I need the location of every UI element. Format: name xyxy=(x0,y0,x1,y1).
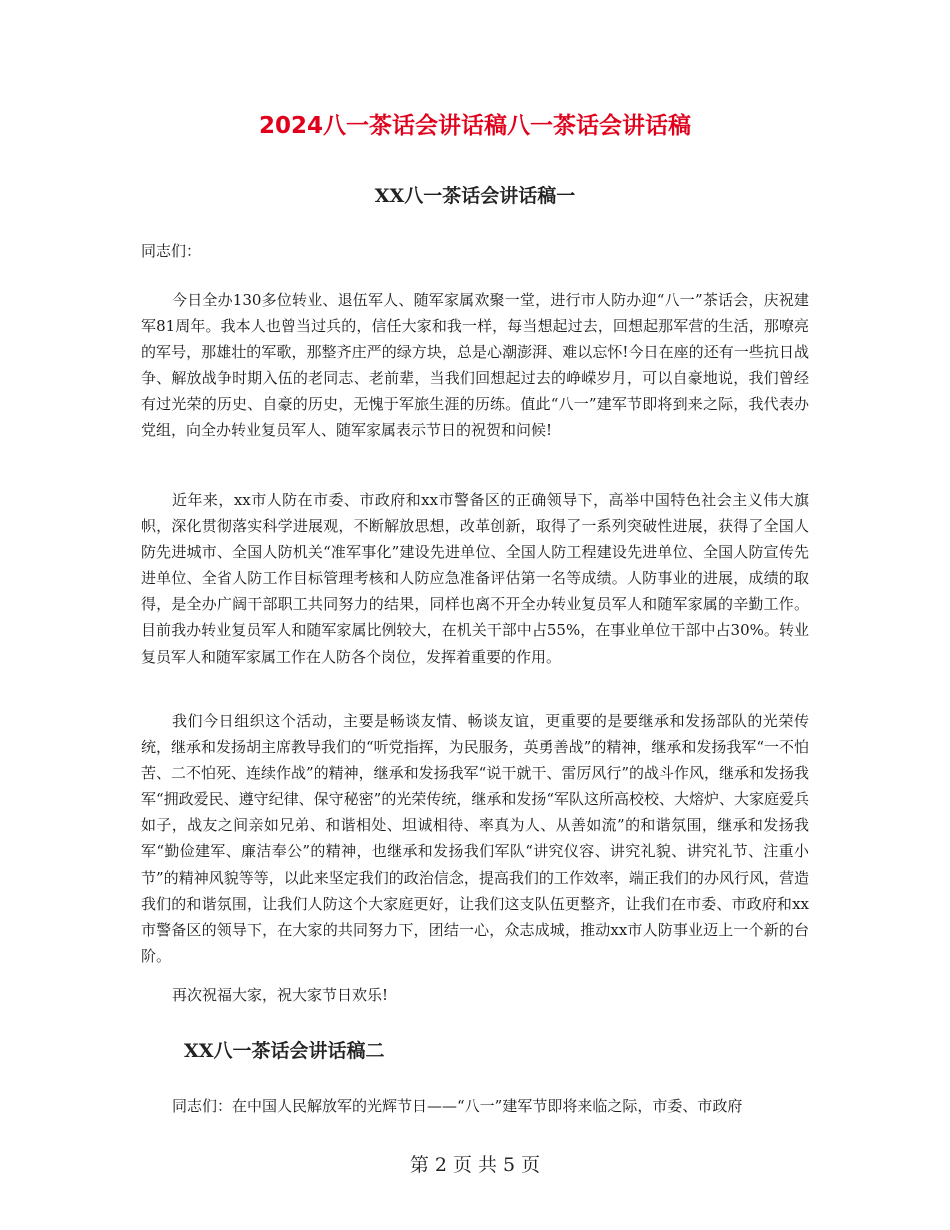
salutation: 同志们： xyxy=(141,242,202,260)
section-2-title: XX八一茶话会讲话稿二 xyxy=(184,1040,385,1062)
closing-wishes: 再次祝福大家，祝大家节日欢乐! xyxy=(172,986,389,1004)
page-number-footer: 第 2 页 共 5 页 xyxy=(409,1154,541,1176)
body-paragraph-2: 近年来，xx市人防在市委、市政府和xx市警备区的正确领导下，高举中国特色社会主义伟大旗帜，深化贯彻落实科学进展观，不断解放思想，改革创新，取得了一系列突破性进展，获得了全国人防先进城市、全国人防机关“准军事化”建设先进单位、全国人防工程建设先进单位、全国人防宣传先进单位、全省人防工作目标管理考核和人防应急准备评估第一名等成绩。人防事业的进展，成绩的取得，是全办广阔干部职工共同努力的结果，同样也离不开全办转业复员军人和随军家属的辛勤工作。目前我办转业复员军人和随军家属比例较大，在机关干部中占55%，在事业单位干部中占30%。转业复员军人和随军家属工作在人防各个岗位，发挥着重要的作用。 xyxy=(141,491,809,666)
section-2-opening-line: 同志们：在中国人民解放军的光辉节日——“八一”建军节即将来临之际，市委、市政府 xyxy=(172,1097,743,1115)
section-1-title: XX八一茶话会讲话稿一 xyxy=(374,185,576,207)
document-title: 2024八一茶话会讲话稿八一茶话会讲话稿 xyxy=(258,113,691,139)
body-paragraph-3: 我们今日组织这个活动，主要是畅谈友情、畅谈友谊，更重要的是要继承和发扬部队的光荣传统，继承和发扬胡主席教导我们的“听党指挥，为民服务，英勇善战”的精神，继承和发扬我军“一不怕苦、二不怕死、连续作战”的精神，继承和发扬我军“说干就干、雷厉风行”的战斗作风，继承和发扬我军“拥政爱民、遵守纪律、保守秘密”的光荣传统，继承和发扬“军队这所高校校、大熔炉、大家庭爱兵如子，战友之间亲如兄弟、和谐相处、坦诚相待、率真为人、从善如流”的和谐氛围，继承和发扬我军“勤俭建军、廉洁奉公”的精神，也继承和发扬我们军队“讲究仪容、讲究礼貌、讲究礼节、注重小节”的精神风貌等等，以此来坚定我们的政治信念，提高我们的工作效率，端正我们的办风行风，营造我们的和谐氛围，让我们人防这个大家庭更好，让我们这支队伍更整齐，让我们在市委、市政府和xx市警备区的领导下，在大家的共同努力下，团结一心，众志成城，推动xx市人防事业迈上一个新的台阶。 xyxy=(141,712,810,965)
body-paragraph-1: 今日全办130多位转业、退伍军人、随军家属欢聚一堂，进行市人防办迎“八一”茶话会，庆祝建军81周年。我本人也曾当过兵的，信任大家和我一样，每当想起过去，回想起那军营的生活，那嘹亮的军号，那雄壮的军歌，那整齐庄严的绿方块，总是心潮澎湃、难以忘怀!今日在座的还有一些抗日战争、解放战争时期入伍的老同志、老前辈，当我们回想起过去的峥嵘岁月，可以自豪地说，我们曾经有过光荣的历史、自豪的历史，无愧于军旅生涯的历练。值此“八一”建军节即将到来之际，我代表办党组，向全办转业复员军人、随军家属表示节日的祝贺和问候! xyxy=(141,291,809,440)
